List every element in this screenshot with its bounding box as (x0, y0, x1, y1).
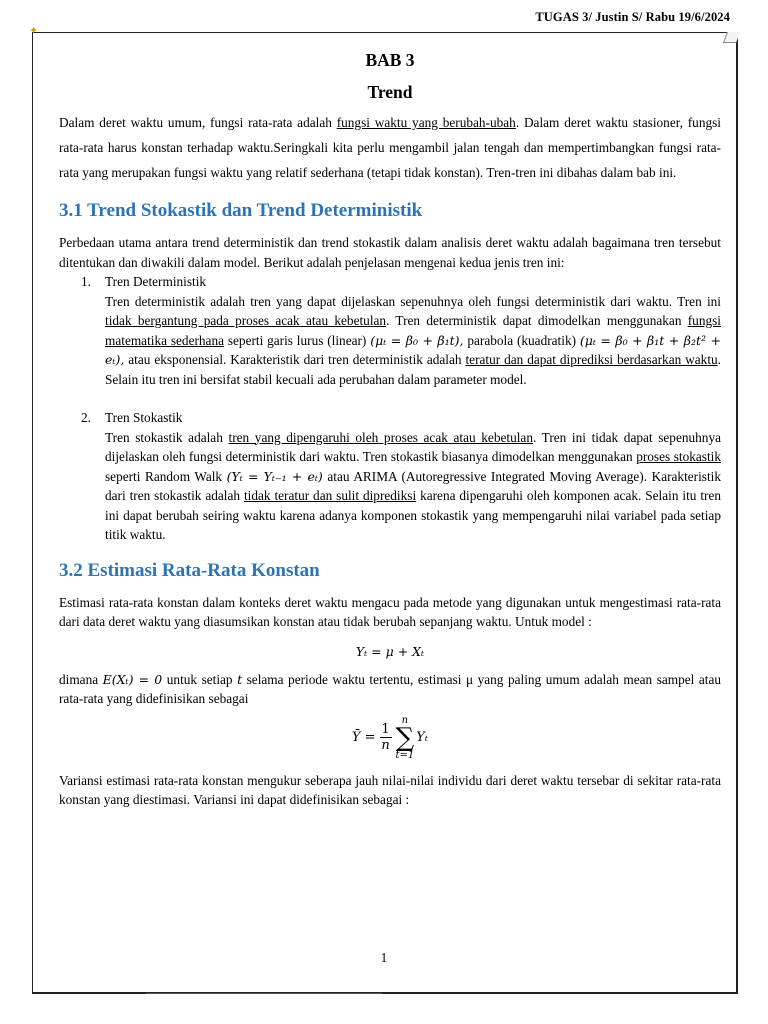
underlined-text: tidak teratur dan sulit diprediksi (243, 488, 417, 503)
chapter-number: BAB 3 (365, 50, 415, 70)
underlined-text: proses stokastik (636, 449, 721, 464)
mean-equation (59, 715, 721, 761)
equation-linear: (μₜ = β₀ + β₁t), (370, 332, 464, 348)
text: . Tren ini tidak dapat sepenuhnya dijelaskan oleh fungsi deterministik dari waktu. Tren stokastik biasanya dimodelkan menggunakan (105, 429, 722, 464)
sample-mean-formula (352, 715, 428, 761)
sum-upper-limit: n (401, 714, 409, 726)
fraction-numerator: 1 (381, 722, 390, 737)
variable-t: t (237, 671, 243, 687)
sigma-icon: ∑ (395, 722, 415, 753)
list-item-title: Tren Stokastik (105, 410, 183, 425)
summation (396, 715, 415, 761)
page-content (59, 44, 721, 810)
mean-lhs: Ȳ = (351, 730, 376, 745)
list-number: 2. (81, 410, 91, 425)
equation-model: Yₜ = μ + Xₜ (355, 643, 425, 659)
chapter-title: Trend (367, 82, 413, 102)
section-heading-3-1: 3.1 Trend Stokastik dan Trend Deterministik (59, 200, 423, 221)
intro-paragraph (59, 110, 721, 185)
sum-lower-limit: t=1 (395, 749, 415, 761)
intro-underline: fungsi waktu yang berubah-ubah (336, 115, 516, 130)
text: Tren stokastik adalah (105, 429, 229, 445)
section2-paragraph-3: Variansi estimasi rata-rata konstan mengukur seberapa jauh nilai-nilai individu dari deret waktu tersebar di sekitar rata-rata konstan yang diestimasi. Variansi ini dapat didefinisikan sebagai : (59, 772, 721, 807)
trend-list (59, 272, 721, 545)
page-header: TUGAS 3/ Justin S/ Rabu 19/6/2024 (535, 10, 730, 24)
fraction-denominator: n (381, 738, 390, 753)
text: . Selain itu tren ini bersifat stabil kecuali ada perubahan dalam parameter model. (105, 352, 721, 387)
text: atau ARIMA (Autoregressive Integrated Moving Average). Karakteristik dari tren stokastik adalah (105, 468, 722, 503)
underlined-text: fungsi matematika sederhana (105, 313, 721, 348)
list-item-body (105, 428, 721, 545)
text: karena dipengaruhi oleh komponen acak. Selain itu tren ini dapat berubah seiring waktu karena adanya komponen stokastik yang mempengaruhi nilai variabel pada setiap titik waktu. (105, 488, 721, 542)
list-item-body (105, 292, 721, 390)
text: untuk setiap (162, 671, 238, 687)
equation-expectation: E(Xₜ) = 0 (102, 671, 163, 687)
underlined-text: tren yang dipengaruhi oleh proses acak atau kebetulan (228, 429, 533, 445)
text: selama periode waktu tertentu, estimasi μ yang paling umum adalah mean sampel atau rata-rata yang didefinisikan sebagai (59, 671, 722, 706)
section-heading-3-2: 3.2 Estimasi Rata-Rata Konstan (59, 559, 320, 581)
intro-text-1: Dalam deret waktu umum, fungsi rata-rata adalah (59, 115, 337, 130)
text: Tren deterministik adalah tren yang dapat dijelaskan sepenuhnya oleh fungsi deterministik dari waktu. Tren ini (105, 293, 721, 309)
fraction (380, 722, 392, 753)
equation-quadratic: (μₜ = β₀ + β₁t + β₂t² + eₜ), (105, 332, 721, 367)
text: atau eksponensial. Karakteristik dari tren deterministik adalah (124, 352, 466, 367)
model-equation (59, 644, 721, 660)
text: seperti Random Walk (105, 468, 227, 484)
corner-pin-icon: ✦ (29, 25, 39, 37)
text: parabola (kuadratik) (463, 332, 580, 348)
list-item (59, 272, 721, 389)
text: . Tren deterministik dapat dimodelkan menggunakan (386, 313, 688, 328)
text: dimana (59, 671, 103, 687)
intro-text-2: . Dalam deret waktu stasioner, fungsi rata-rata harus konstan terhadap waktu.Seringkali kita perlu mengambil jalan tengah dan mempertimbangkan fungsi rata-rata yang merupakan fungsi waktu yang relatif sederhana (tetapi tidak konstan). Tren-tren ini dibahas dalam bab ini. (59, 115, 721, 180)
section2-paragraph-2 (59, 670, 721, 709)
list-item (59, 408, 721, 545)
list-item-title: Tren Deterministik (105, 274, 207, 289)
sum-term: Yₜ (416, 730, 429, 745)
section2-paragraph-1: Estimasi rata-rata konstan dalam konteks deret waktu mengacu pada metode yang digunakan untuk mengestimasi rata-rata dari data deret waktu yang diasumsikan konstan atau tidak berubah sepanjang waktu. Untuk model : (59, 594, 721, 629)
page-number: 1 (380, 950, 388, 965)
section1-intro: Perbedaan utama antara trend deterministik dan trend stokastik dalam analisis deret waktu adalah bagaimana tren tersebut ditentukan dan diwakili dalam model. Berikut adalah penjelasan mengenai kedua jenis tren ini: (59, 235, 721, 270)
equation-random-walk: (Yₜ = Yₜ₋₁ + eₜ) (226, 468, 323, 484)
list-number: 1. (81, 274, 91, 289)
underlined-text: teratur dan dapat diprediksi berdasarkan waktu (465, 352, 718, 367)
footer-divider (146, 993, 382, 994)
underlined-text: tidak bergantung pada proses acak atau kebetulan (105, 313, 387, 328)
text: seperti garis lurus (linear) (224, 332, 371, 348)
